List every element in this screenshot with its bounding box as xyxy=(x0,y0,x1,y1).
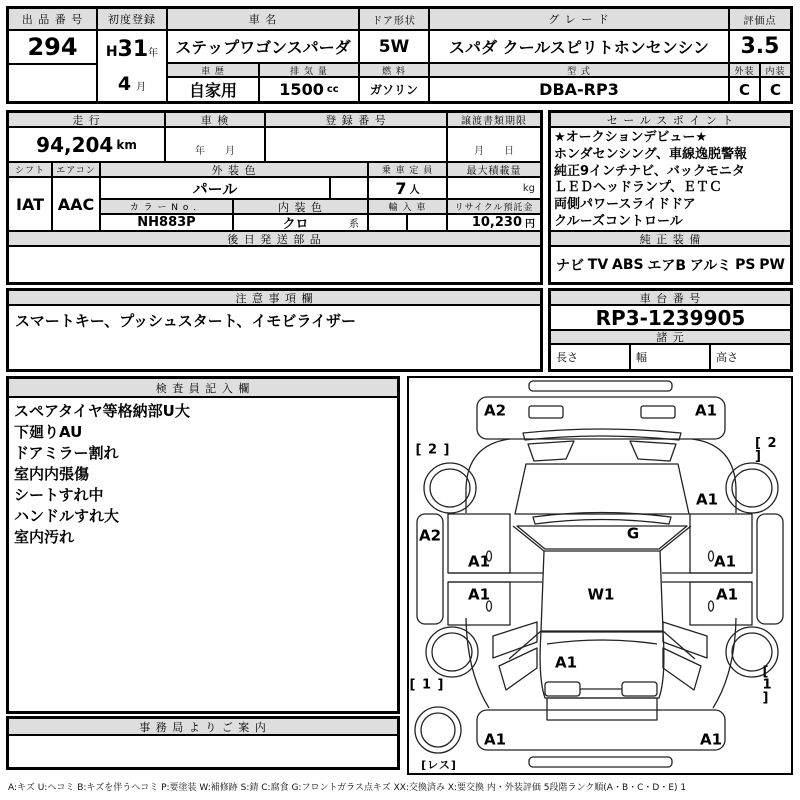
interior-color-suffix: 系 xyxy=(348,219,359,230)
reg-year: 31 xyxy=(117,36,149,62)
damage-mark-right-front-door: A1 xyxy=(713,552,737,571)
equipment-item: ナビ xyxy=(556,257,584,274)
top-table xyxy=(6,6,793,104)
aircon-header: エアコン xyxy=(52,162,100,177)
spec-height: 高さ xyxy=(710,344,791,370)
door-shape-value: 5W xyxy=(359,30,429,63)
spare-tire-less-mark: [レス] xyxy=(421,758,457,772)
max-load-value: kg xyxy=(447,177,541,199)
year-unit: 年 xyxy=(148,47,159,59)
score-value: 3.5 xyxy=(729,30,791,63)
history-value: 自家用 xyxy=(167,77,259,102)
import-car-cell-b xyxy=(407,214,447,231)
car-name-value: ステップワゴンスパーダ xyxy=(167,30,359,63)
exterior-color-header: 外 装 色 xyxy=(100,162,368,177)
damage-mark-front-bumper-left: A2 xyxy=(483,401,507,420)
sales-points-header: セ ー ル ス ポ イ ン ト xyxy=(550,112,791,127)
damage-mark-front-bumper-right: A1 xyxy=(694,401,718,420)
exterior-grade-header: 外装 xyxy=(729,63,760,77)
transfer-deadline-header: 譲渡書類期限 xyxy=(447,112,541,127)
capacity-unit: 人 xyxy=(409,184,420,196)
inspector-cell xyxy=(8,397,398,712)
displacement-header: 排 気 量 xyxy=(259,63,359,77)
sales-point-line: ホンダセンシング、車線逸脱警報 xyxy=(554,146,748,162)
auction-no-header: 出 品 番 号 xyxy=(8,8,97,30)
equipment-item: PW xyxy=(759,256,785,273)
chassis-box xyxy=(548,288,793,372)
sales-point-line: 純正9インチナビ、バックモニタ xyxy=(554,163,745,179)
reg-month: 4 xyxy=(117,73,132,96)
recycle-fee-header: リサイクル預託金 xyxy=(447,199,541,214)
tire-depth-rear-left: [ 1 ] xyxy=(409,677,445,693)
interior-grade-header: 内装 xyxy=(760,63,791,77)
mileage-unit: km xyxy=(116,137,137,152)
shift-header: シフト xyxy=(8,162,52,177)
damage-mark-roof: W1 xyxy=(587,585,615,604)
spec-width: 幅 xyxy=(630,344,710,370)
tire-depth-front-left: [ 2 ] xyxy=(415,442,451,458)
later-parts-value xyxy=(8,246,541,283)
specs-header: 諸 元 xyxy=(550,330,791,344)
model-code-header: 型 式 xyxy=(429,63,729,77)
sales-point-line: ★オークションデビュー★ xyxy=(554,130,708,145)
damage-mark-rear-gate: A1 xyxy=(554,653,578,672)
tire-depth-rear-right: [ 1 ] xyxy=(762,664,773,706)
grade-header: グ レ ー ド xyxy=(429,8,729,30)
car-outline-drawing xyxy=(409,378,791,773)
damage-code-legend: A:キズ U:ヘコミ B:キズを伴うヘコミ P:要塗装 W:補修跡 S:錆 C:腐食 G:フロントガラス点キズ XX:交換済み X:要交換 内・外装評価 5段階ランク順(A・B・C・D・E) 1 xyxy=(8,783,687,793)
car-name-header: 車 名 xyxy=(167,8,359,30)
transfer-deadline-value: 月 日 xyxy=(447,127,541,162)
sales-point-line: クルーズコントロール xyxy=(554,213,683,229)
damage-mark-left-front-door: A1 xyxy=(467,552,491,571)
recycle-fee-unit: 円 xyxy=(525,219,535,230)
inspector-line: 室内内張傷 xyxy=(14,465,90,483)
exterior-color-suffix-cell xyxy=(330,177,368,199)
sales-point-line: 両側パワースライドドア xyxy=(554,197,696,213)
displacement-unit: cc xyxy=(326,84,339,95)
exterior-color-value: パール xyxy=(100,177,330,199)
sales-points-cell xyxy=(550,127,791,231)
damage-mark-rear-bumper-left: A1 xyxy=(483,730,507,749)
door-shape-header: ドア形状 xyxy=(359,8,429,30)
office-text xyxy=(8,735,398,768)
grade-value: スパダ クールスピリトホンセンシン xyxy=(429,30,729,63)
sales-points-box xyxy=(548,110,793,285)
aircon-value: AAC xyxy=(52,177,100,231)
mileage-header: 走 行 xyxy=(8,112,165,127)
capacity-header: 乗 車 定 員 xyxy=(368,162,447,177)
auction-no-empty-cell xyxy=(8,64,97,102)
inspector-line: 下廻りAU xyxy=(14,423,83,441)
interior-grade-value: C xyxy=(760,77,791,102)
auction-no-value: 294 xyxy=(8,30,97,64)
damage-mark-windshield: G xyxy=(626,524,640,543)
office-header: 事 務 局 よ り ご 案 内 xyxy=(8,718,398,735)
inspection-header: 車 検 xyxy=(165,112,265,127)
tire-depth-front-right: [ 2 ] xyxy=(755,436,778,464)
displacement-value: 1500 cc xyxy=(259,77,359,102)
color-no-value: NH883P xyxy=(100,214,233,231)
damage-mark-rear-bumper-right: A1 xyxy=(699,730,723,749)
spec-length: 長さ xyxy=(550,344,630,370)
shift-value: IAT xyxy=(8,177,52,231)
equipment-item: エアB xyxy=(647,257,687,274)
interior-color-value: クロ 系 xyxy=(233,214,368,231)
damage-diagram xyxy=(407,376,793,775)
inspector-line: ハンドルすれ大 xyxy=(14,507,120,525)
inspector-header: 検 査 員 記 入 欄 xyxy=(8,378,398,397)
notes-box xyxy=(6,288,543,372)
chassis-no-value: RP3-1239905 xyxy=(550,305,791,330)
registration-no-header: 登 録 番 号 xyxy=(265,112,447,127)
first-registration-value xyxy=(97,30,167,102)
damage-mark-left-sill: A2 xyxy=(418,526,442,545)
equipment-item: アルミ xyxy=(689,257,732,274)
damage-mark-right-rear-door: A1 xyxy=(715,585,739,604)
notes-text: スマートキー、プッシュスタート、イモビライザー xyxy=(8,305,541,370)
inspector-line: シートすれ中 xyxy=(14,486,104,504)
era-code: H xyxy=(105,43,118,60)
model-code-value: DBA-RP3 xyxy=(429,77,729,102)
score-header: 評価点 xyxy=(729,8,791,30)
damage-mark-left-rear-door: A1 xyxy=(467,585,491,604)
office-box xyxy=(6,716,400,770)
interior-color-header: 内 装 色 xyxy=(233,199,368,214)
notes-header: 注 意 事 項 欄 xyxy=(8,290,541,305)
import-car-cell-a xyxy=(368,214,407,231)
equipment-item: PS xyxy=(735,256,756,273)
inspector-line: スペアタイヤ等格納部U大 xyxy=(14,402,190,420)
first-registration-header: 初度登録 xyxy=(97,8,167,30)
inspection-value: 年 月 xyxy=(165,127,265,162)
info-table xyxy=(6,110,543,285)
damage-mark-right-fender: A1 xyxy=(695,490,719,509)
fuel-header: 燃 料 xyxy=(359,63,429,77)
exterior-grade-value: C xyxy=(729,77,760,102)
history-header: 車 歴 xyxy=(167,63,259,77)
inspector-line: 室内汚れ xyxy=(14,528,75,546)
sales-point-line: ＬＥＤヘッドランプ、ＥＴＣ xyxy=(554,180,722,196)
recycle-fee-value: 10,230 円 xyxy=(447,214,541,231)
max-load-header: 最大積載量 xyxy=(447,162,541,177)
mileage-value: 94,204 km xyxy=(8,127,165,162)
later-parts-header: 後 日 発 送 部 品 xyxy=(8,231,541,246)
equipment-item: ABS xyxy=(611,256,644,273)
month-unit: 月 xyxy=(136,82,147,94)
capacity-value: 7 人 xyxy=(368,177,447,199)
equipment-header: 純 正 装 備 xyxy=(550,231,791,246)
equipment-item: TV xyxy=(587,256,609,273)
chassis-no-header: 車 台 番 号 xyxy=(550,290,791,305)
inspector-box xyxy=(6,376,400,714)
fuel-value: ガソリン xyxy=(359,77,429,102)
inspector-line: ドアミラー割れ xyxy=(14,444,119,462)
equipment-row xyxy=(550,246,791,283)
color-no-header: カ ラ ー N o ． xyxy=(100,199,233,214)
import-car-header: 輸 入 車 xyxy=(368,199,447,214)
registration-no-value xyxy=(265,127,447,162)
